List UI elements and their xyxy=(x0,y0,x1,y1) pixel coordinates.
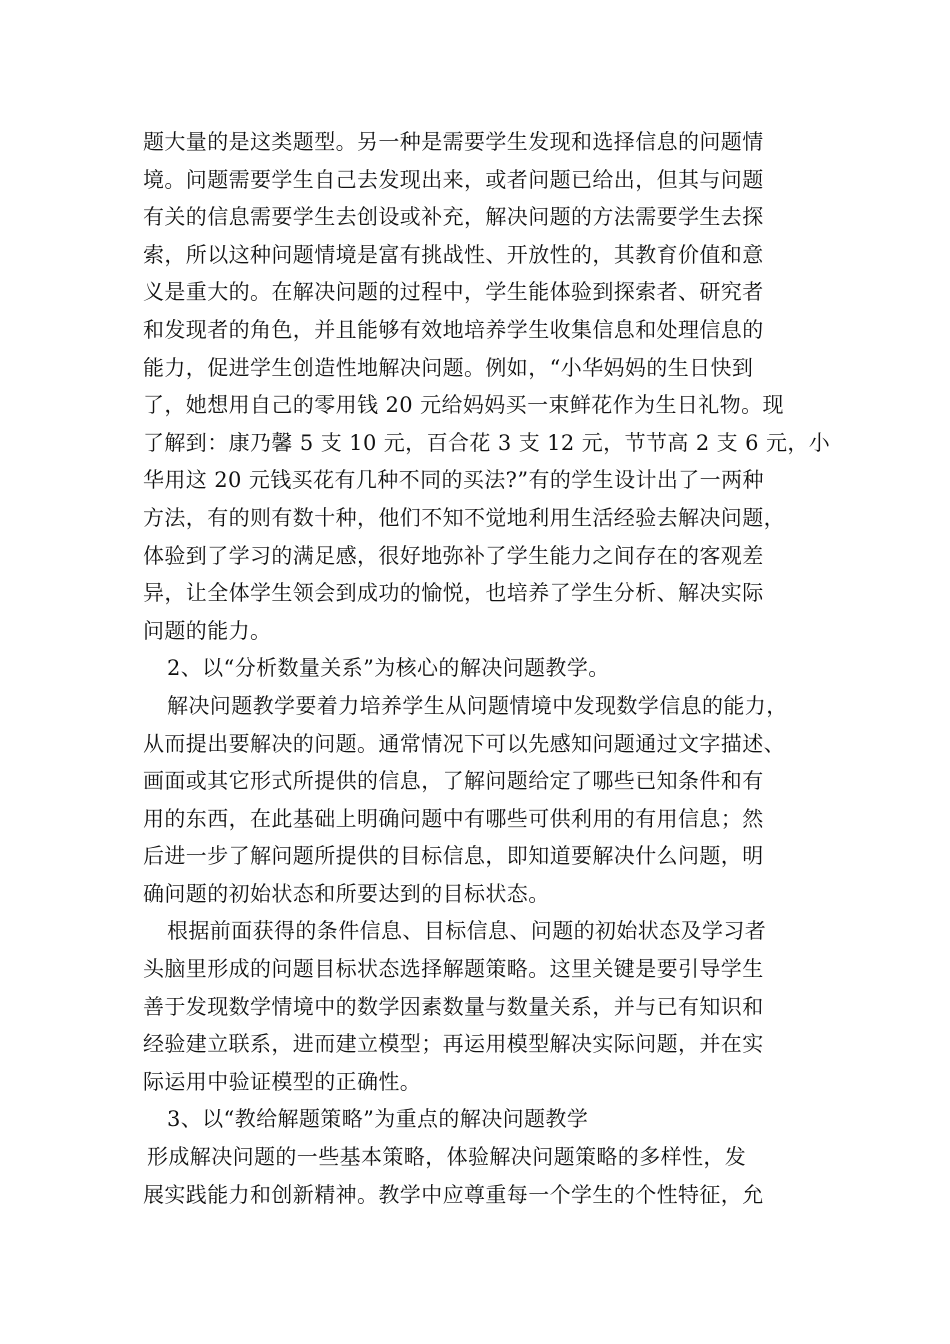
paragraph-line: 画面或其它形式所提供的信息，了解问题给定了哪些已知条件和有 xyxy=(143,769,764,794)
paragraph-line: 根据前面获得的条件信息、目标信息、问题的初始状态及学习者 xyxy=(167,919,767,944)
section-heading-2: 2、以“分析数量关系”为核心的解决问题教学。 xyxy=(167,656,610,681)
section-heading-3: 3、以“教给解题策略”为重点的解决问题教学 xyxy=(167,1107,589,1132)
paragraph-line: 了，她想用自己的零用钱 20 元给妈妈买一束鲜花作为生日礼物。现 xyxy=(143,393,784,418)
paragraph-line: 问题的能力。 xyxy=(143,618,272,643)
paragraph-line: 能力，促进学生创造性地解决问题。例如，“小华妈妈的生日快到 xyxy=(143,355,754,380)
paragraph-line: 展实践能力和创新精神。教学中应尊重每一个学生的个性特征，允 xyxy=(143,1182,764,1207)
paragraph-line: 境。问题需要学生自己去发现出来，或者问题已给出，但其与问题 xyxy=(143,167,764,192)
paragraph-line: 从而提出要解决的问题。通常情况下可以先感知问题通过文字描述、 xyxy=(143,731,785,756)
paragraph-3 xyxy=(143,913,811,1101)
paragraph-line: 索，所以这种问题情境是富有挑战性、开放性的，其教育价值和意 xyxy=(143,242,764,267)
document-body xyxy=(143,124,831,1214)
paragraph-4 xyxy=(143,1139,811,1214)
paragraph-line: 题大量的是这类题型。另一种是需要学生发现和选择信息的问题情 xyxy=(143,130,764,154)
paragraph-line: 义是重大的。在解决问题的过程中，学生能体验到探索者、研究者 xyxy=(143,280,764,305)
paragraph-line: 经验建立联系，进而建立模型；再运用模型解决实际问题，并在实 xyxy=(143,1032,764,1057)
paragraph-line: 异，让全体学生领会到成功的愉悦，也培养了学生分析、解决实际 xyxy=(143,581,764,606)
paragraph-line: 确问题的初始状态和所要达到的目标状态。 xyxy=(143,881,550,906)
paragraph-1 xyxy=(143,124,831,650)
paragraph-2 xyxy=(143,688,811,914)
paragraph-line: 解决问题教学要着力培养学生从问题情境中发现数学信息的能力， xyxy=(167,693,788,718)
paragraph-line: 际运用中验证模型的正确性。 xyxy=(143,1069,422,1094)
paragraph-line: 用的东西，在此基础上明确问题中有哪些可供利用的有用信息；然 xyxy=(143,806,764,831)
paragraph-line: 后进一步了解问题所提供的目标信息，即知道要解决什么问题，明 xyxy=(143,844,764,869)
paragraph-line: 和发现者的角色，并且能够有效地培养学生收集信息和处理信息的 xyxy=(143,317,764,342)
paragraph-line: 方法，有的则有数十种，他们不知不觉地利用生活经验去解决问题， xyxy=(143,505,785,530)
paragraph-line: 善于发现数学情境中的数学因素数量与数量关系，并与已有知识和 xyxy=(143,994,764,1019)
paragraph-line: 了解到：康乃馨 5 支 10 元，百合花 3 支 12 元，节节高 2 支 6 元，小 xyxy=(143,430,831,455)
paragraph-line: 华用这 20 元钱买花有几种不同的买法?”有的学生设计出了一两种 xyxy=(143,468,764,493)
paragraph-line: 有关的信息需要学生去创设或补充，解决问题的方法需要学生去探 xyxy=(143,205,764,230)
paragraph-line: 头脑里形成的问题目标状态选择解题策略。这里关键是要引导学生 xyxy=(143,957,764,982)
paragraph-line: 形成解决问题的一些基本策略，体验解决问题策略的多样性，发 xyxy=(147,1145,747,1170)
paragraph-line: 体验到了学习的满足感，很好地弥补了学生能力之间存在的客观差 xyxy=(143,543,764,568)
